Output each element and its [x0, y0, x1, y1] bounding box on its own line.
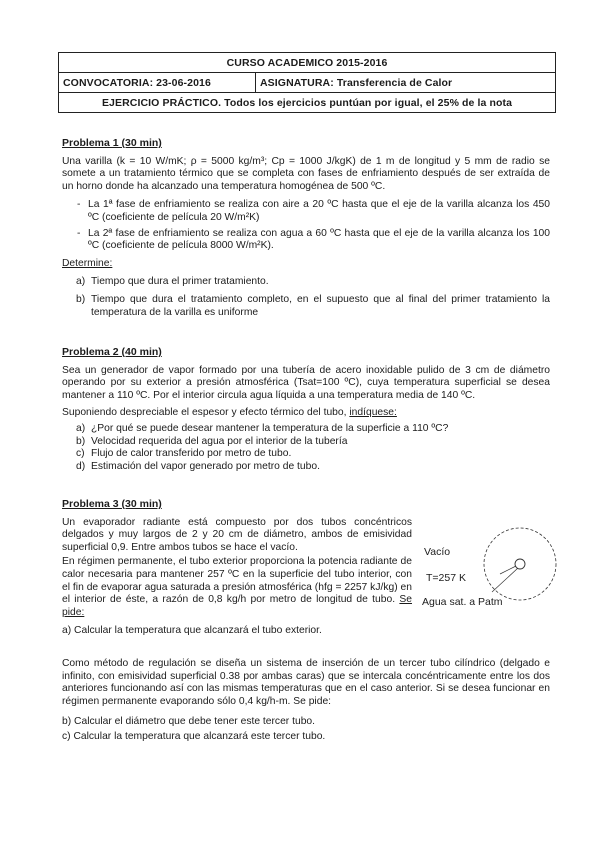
problem-2-suppose: Suponiendo despreciable el espesor y efecto térmico del tubo, indíquese:: [62, 407, 397, 419]
question-item: b) Calcular el diámetro que debe tener este tercer tubo.: [62, 716, 316, 728]
question-item: d) Estimación del vapor generado por metro de tubo.: [76, 460, 320, 472]
question-item: c) Calcular la temperatura que alcanzará este tercer tubo.: [62, 730, 326, 742]
temp-pointer-line: [500, 566, 516, 574]
problem-1-title: Problema 1 (30 min): [62, 137, 162, 149]
question-item: a) Tiempo que dura el primer tratamiento.: [76, 276, 269, 288]
problem-2-title: Problema 2 (40 min): [62, 346, 162, 358]
phase-item: - La 1ª fase de enfriamiento se realiza con aire a 20 ºC hasta que el eje de la varilla alcanza los 450 ºC (coeficiente de película 20 W/m²K): [77, 199, 550, 223]
problem-1-intro: Una varilla (k = 10 W/mK; ρ = 5000 kg/m³; Cp = 1000 J/kgK) de 1 m de longitud y 5 mm de radio se somete a un tratamiento térmico que se completa con fases de enfriamiento después de ser extraída de un horno donde ha alcanzado una temperatura homogénea de 500 ºC.: [62, 155, 550, 192]
problem-3-intro-1: Un evaporador radiante está compuesto por dos tubos concéntricos delgados y muy largos de 2 y 20 cm de diámetro, ambos de emisividad superficial 0,9. Entre ambos tubos se hace el vacío.: [62, 516, 412, 553]
question-item: a) ¿Por qué se puede desear mantener la temperatura de la superficie a 110 ºC?: [76, 422, 449, 434]
vacio-label: Vacío: [424, 546, 451, 558]
convocatoria: CONVOCATORIA: 23-06-2016: [59, 73, 256, 92]
concentric-tubes-figure: [420, 520, 560, 620]
phase-item: - La 2ª fase de enfriamiento se realiza con agua a 60 ºC hasta que el eje de la varilla alcanza los 100 ºC (coeficiente de película 8000 W/m²K).: [77, 227, 550, 252]
question-item: b) Tiempo que dura el tratamiento completo, en el supuesto que al final del primer tratamiento la temperatura de la varilla es uniforme: [76, 293, 550, 318]
temperature-label: T=257 K: [426, 572, 466, 584]
problem-3-title: Problema 3 (30 min): [62, 498, 162, 510]
ejercicio-row: [59, 93, 555, 112]
asignatura: ASIGNATURA: Transferencia de Calor: [260, 76, 453, 89]
course-row: [59, 53, 555, 73]
header-table: [58, 52, 556, 113]
problem-1-phases: [62, 199, 550, 252]
problem-3-question-a: a) Calcular la temperatura que alcanzará el tubo exterior.: [62, 625, 322, 637]
exam-info-row: [59, 73, 555, 93]
agua-label: Agua sat. a Patm: [422, 596, 503, 608]
determine-label: Determine:: [62, 257, 113, 269]
question-item: c) Flujo de calor transferido por metro de tubo.: [76, 448, 292, 460]
question-item: b) Velocidad requerida del agua por el interior de la tubería: [76, 435, 348, 447]
problem-1: [62, 137, 550, 319]
problem-3-intro-2: En régimen permanente, el tubo exterior proporciona la potencia radiante de calor necesaria para mantener 257 ºC en la superficie del tubo interior, con el fin de evaporar agua saturada a presión atmosférica (hfg = 2257 kJ/kg) en el interior de éste, a razón de 0,8 kg/h por metro de longitud de tubo. Se pide:: [62, 556, 412, 618]
problem-1-questions: [62, 276, 550, 319]
inner-tube-circle: [515, 559, 525, 569]
problem-3-intro-3: Como método de regulación se diseña un sistema de inserción de un tercer tubo cilíndrico (delgado e infinito, con emisividad superficial 0.38 por ambas caras) que se intercala concéntricamente entre los dos anteriores funcionando así con las mismas temperaturas que en el caso anterior. Si se desea funcionar en régimen permanente evaporando sólo 0,4 kg/h-m. Se pide:: [62, 657, 550, 707]
course-title: CURSO ACADEMICO 2015-2016: [226, 56, 388, 69]
problem-2-questions: [62, 423, 550, 473]
problem-2: [62, 346, 550, 473]
ejercicio-note: EJERCICIO PRÁCTICO. Todos los ejercicios puntúan por igual, el 25% de la nota: [101, 96, 513, 109]
problem-2-intro: Sea un generador de vapor formado por una tubería de acero inoxidable pulido de 3 cm de diámetro operando por su exterior a presión atmosférica (Tsat=100 ºC), cuya temperatura superficial se desea mantener a 110 ºC. Por el interior circula agua líquida a una temperatura media de 140 ºC.: [62, 364, 550, 401]
